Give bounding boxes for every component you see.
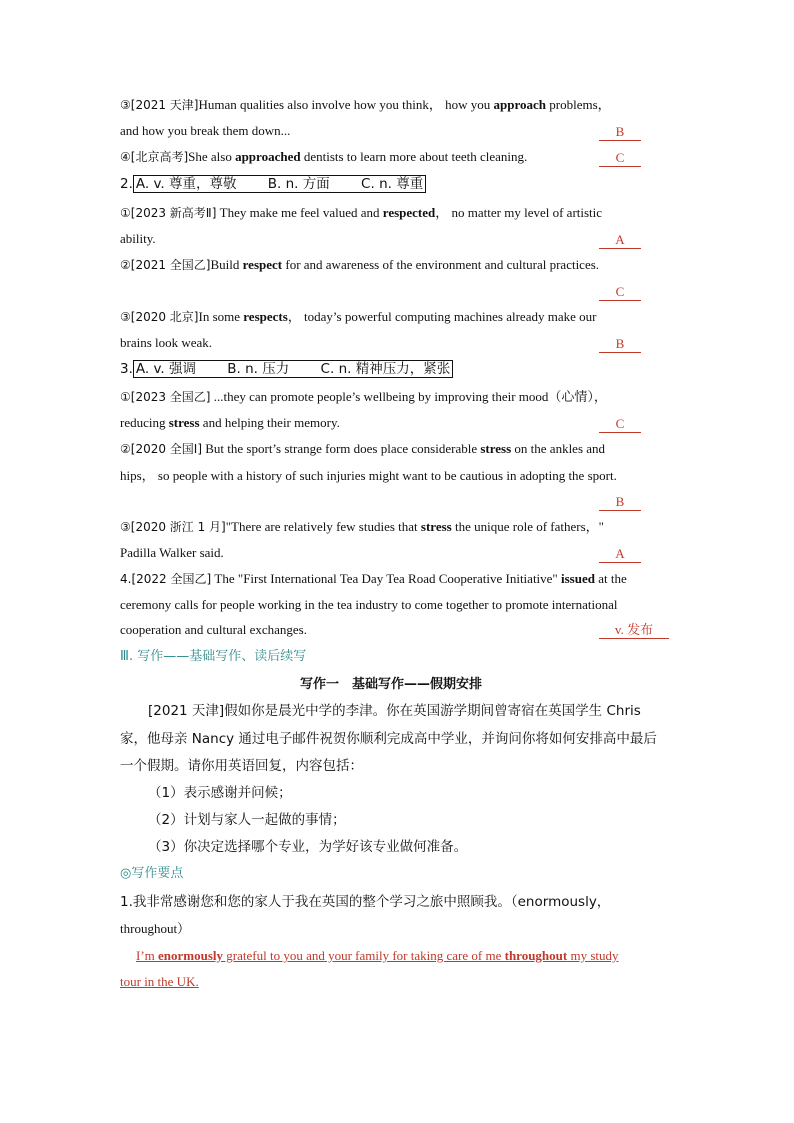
subsection-heading: 写作一 基础写作——假期安排 (300, 677, 483, 692)
answer-text: grateful to you and your family for taking care of me (223, 948, 505, 963)
sentence-line (120, 570, 627, 588)
sentence-text: on the ankles and (511, 441, 606, 456)
sentence-line (120, 256, 599, 274)
sentence-line (120, 467, 617, 485)
sentence-text: and how you break them down... (120, 123, 291, 138)
model-answer-line (120, 947, 619, 965)
source-tag: ②[2020 全国Ⅰ] (120, 442, 203, 456)
answer-blank: C (599, 284, 641, 301)
prompt-point: （2）计划与家人一起做的事情； (148, 812, 346, 828)
source-tag: ①[2023 全国乙] (120, 390, 211, 404)
source-tag: ③[2021 天津] (120, 98, 199, 112)
keyword: stress (420, 519, 452, 534)
sentence-line (120, 334, 212, 352)
prompt-line: 家，他母亲 Nancy 通过电子邮件祝贺你顺利完成高中学业，并询问你将如何安排高中最后 (120, 731, 657, 747)
options-box: A. v. 强调 B. n. 压力 C. n. 精神压力，紧张 (133, 360, 453, 378)
sentence-line (120, 596, 617, 614)
keyword: approached (235, 149, 301, 164)
sentence-text: ceremony calls for people working in the tea industry to come together to promote international (120, 597, 618, 612)
task-line: 1.我非常感谢您和您的家人于我在英国的整个学习之旅中照顾我。（enormously， (120, 894, 611, 910)
prompt-line: [2021 天津]假如你是晨光中学的李津。你在英国游学期间曾寄宿在英国学生 Chris (148, 703, 641, 719)
answer-blank: v. 发布 (599, 622, 669, 639)
key-points-heading: ◎写作要点 (120, 866, 184, 881)
task-line: throughout） (120, 921, 191, 936)
source-tag: ②[2021 全国乙] (120, 258, 211, 272)
sentence-line (120, 308, 596, 326)
sentence-text: cooperation and cultural exchanges. (120, 622, 307, 637)
source-tag: ①[2023 新高考Ⅱ] (120, 206, 217, 220)
sentence-text: "There are relatively few studies that (225, 519, 421, 534)
answer-blank: C (599, 416, 641, 433)
sentence-line (120, 440, 605, 458)
question-number: 3. (120, 361, 133, 377)
prompt-line: 一个假期。请你用英语回复，内容包括： (120, 758, 363, 774)
sentence-text: Human qualities also involve how you think， how you (198, 97, 494, 112)
source-tag: ④[北京高考] (120, 150, 189, 164)
sentence-line (120, 122, 290, 140)
answer-text: my study (567, 948, 619, 963)
sentence-text: the unique role of fathers，" (451, 519, 604, 534)
sentence-line (120, 148, 527, 166)
sentence-text: Build (210, 257, 243, 272)
sentence-text: Padilla Walker said. (120, 545, 224, 560)
prompt-point: （1）表示感谢并问候； (148, 785, 292, 801)
sentence-line (120, 388, 607, 406)
sentence-text: ， today’s powerful computing machines already make our (287, 309, 597, 324)
sentence-line (120, 621, 307, 639)
sentence-line (120, 96, 611, 114)
sentence-text: The "First International Tea Day Tea Road Cooperative Initiative" (211, 571, 561, 586)
answer-blank: B (599, 336, 641, 353)
keyword: issued (561, 571, 595, 586)
source-tag: ③[2020 浙江 1 月] (120, 520, 226, 534)
model-answer-line (120, 973, 199, 991)
source-tag: 4.[2022 全国乙] (120, 572, 212, 586)
keyword: approach (493, 97, 546, 112)
sentence-text: dentists to learn more about teeth cleaning. (300, 149, 528, 164)
keyword: stress (480, 441, 512, 456)
answer-text: I’m (136, 948, 159, 963)
answer-blank: A (599, 546, 641, 563)
answer-blank: C (599, 150, 641, 167)
question-options (120, 360, 453, 378)
sentence-line (120, 230, 156, 248)
sentence-line (120, 204, 602, 222)
answer-keyword: enormously (158, 948, 224, 963)
sentence-text: She also (188, 149, 236, 164)
prompt-point: （3）你决定选择哪个专业，为学好该专业做何准备。 (148, 839, 468, 855)
sentence-line (120, 544, 224, 562)
section-heading: Ⅲ. 写作——基础写作、读后续写 (120, 649, 307, 664)
sentence-text: But the sport’s strange form does place considerable (202, 441, 481, 456)
sentence-text: problems， (546, 97, 611, 112)
sentence-line (120, 414, 340, 432)
sentence-text: ability. (120, 231, 156, 246)
source-tag: ③[2020 北京] (120, 310, 199, 324)
options-box: A. v. 尊重，尊敬 B. n. 方面 C. n. 尊重 (133, 175, 426, 193)
keyword: stress (168, 415, 200, 430)
answer-text: tour in the UK. (120, 974, 199, 989)
sentence-text: ， no matter my level of artistic (435, 205, 603, 220)
sentence-text: for and awareness of the environment and cultural practices. (282, 257, 600, 272)
question-options (120, 175, 426, 193)
sentence-text: at the (594, 571, 627, 586)
keyword: respected (382, 205, 436, 220)
sentence-text: and helping their memory. (199, 415, 340, 430)
sentence-line (120, 518, 604, 536)
sentence-text: brains look weak. (120, 335, 213, 350)
answer-blank: B (599, 124, 641, 141)
answer-blank: B (599, 494, 641, 511)
answer-blank: A (599, 232, 641, 249)
keyword: respects (243, 309, 288, 324)
sentence-text: ...they can promote people’s wellbeing by improving their mood（心情）， (210, 389, 607, 404)
sentence-text: They make me feel valued and (216, 205, 383, 220)
sentence-text: hips， so people with a history of such injuries might want to be cautious in adopting the sport. (120, 468, 617, 483)
keyword: respect (242, 257, 283, 272)
question-number: 2. (120, 176, 133, 192)
answer-keyword: throughout (504, 948, 568, 963)
sentence-text: In some (198, 309, 244, 324)
sentence-text: reducing (120, 415, 169, 430)
